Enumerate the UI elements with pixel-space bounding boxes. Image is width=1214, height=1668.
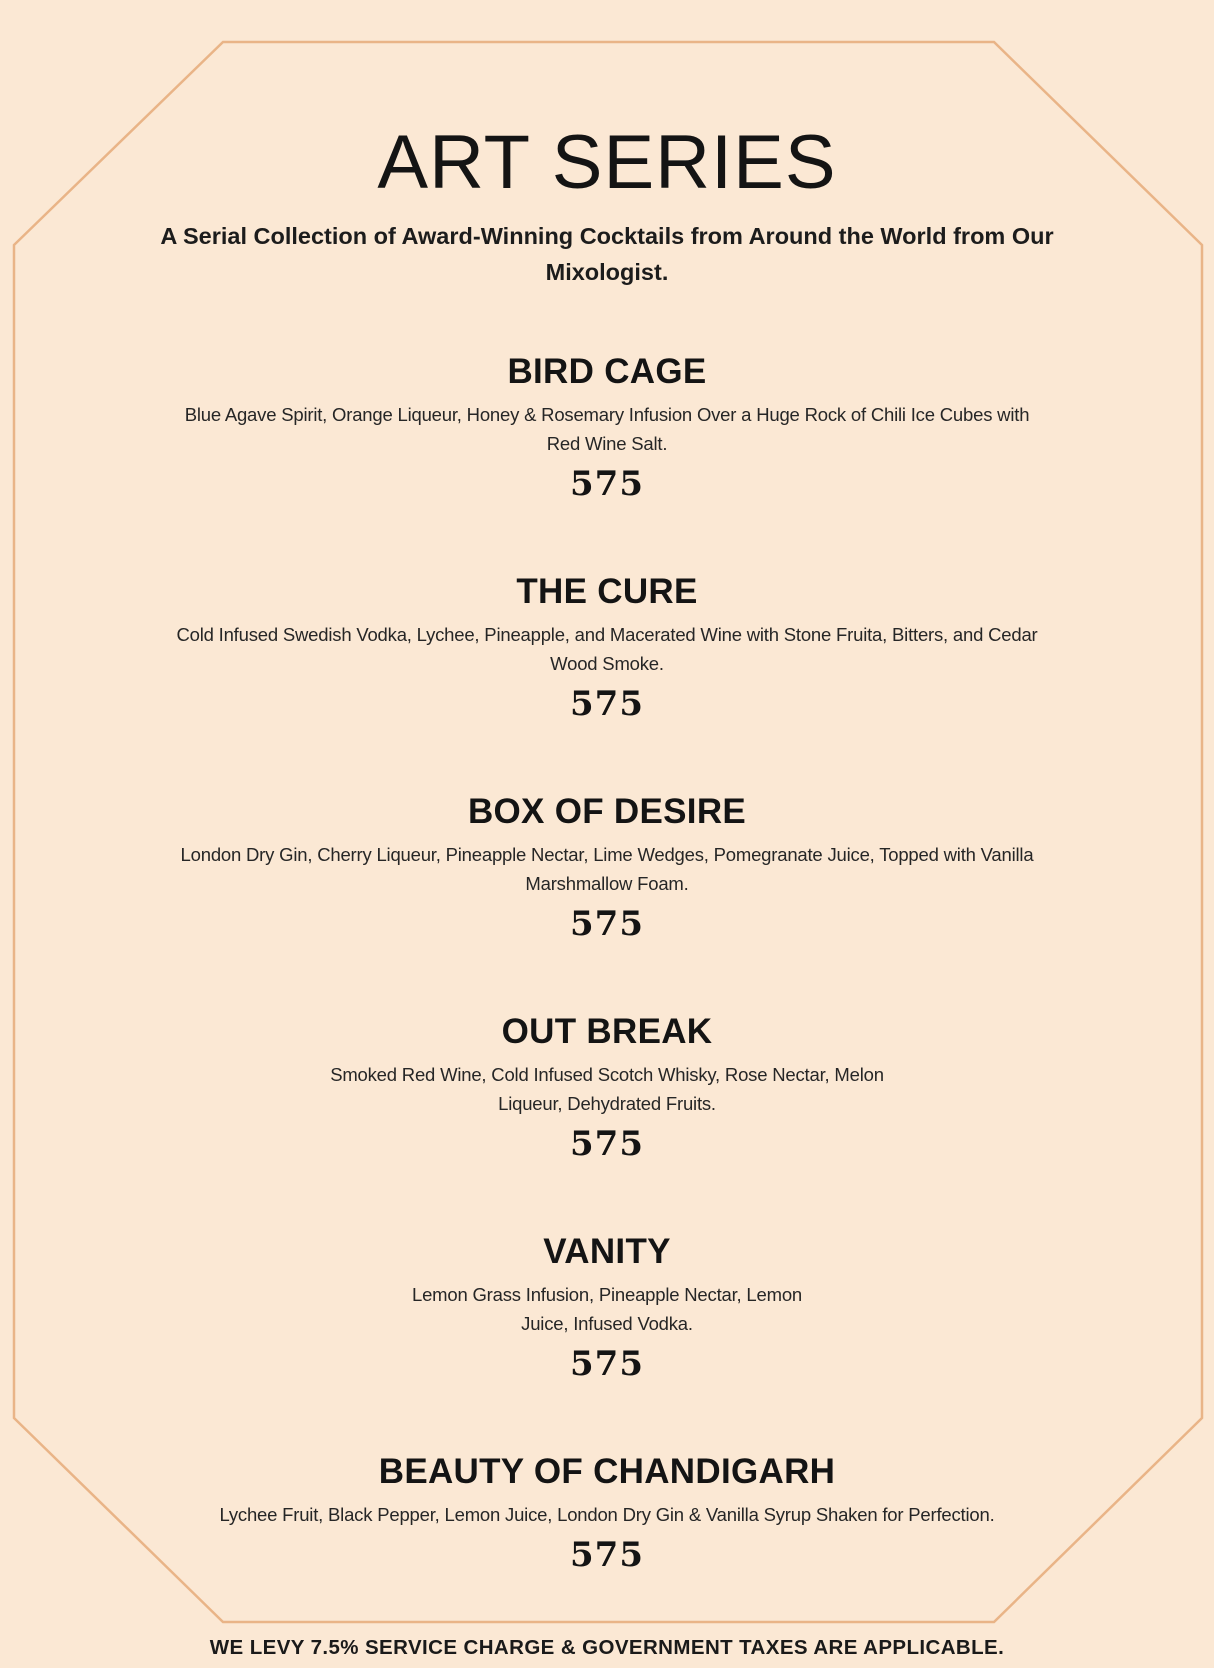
- item-description: Smoked Red Wine, Cold Infused Scotch Whisky, Rose Nectar, Melon Liqueur, Dehydrated Fruits.: [330, 1064, 884, 1114]
- item-name: BEAUTY OF CHANDIGARH: [378, 1452, 836, 1491]
- menu-item: [0, 1230, 1214, 1384]
- menu-item: [0, 1010, 1214, 1164]
- item-price: 575: [570, 464, 644, 504]
- item-price: 575: [570, 1535, 644, 1575]
- menu-item: [0, 570, 1214, 724]
- item-name: THE CURE: [516, 572, 698, 611]
- item-price: 575: [570, 684, 644, 724]
- menu-subtitle: A Serial Collection of Award-Winning Cocktails from Around the World from Our Mixologist.: [160, 223, 1054, 285]
- menu-item: [0, 1450, 1214, 1575]
- item-price: 575: [570, 904, 644, 944]
- item-description: Lychee Fruit, Black Pepper, Lemon Juice, London Dry Gin & Vanilla Syrup Shaken for Perfection.: [219, 1504, 995, 1525]
- service-charge-note: WE LEVY 7.5% SERVICE CHARGE & GOVERNMENT TAXES ARE APPLICABLE.: [209, 1636, 1005, 1659]
- item-description: Blue Agave Spirit, Orange Liqueur, Honey & Rosemary Infusion Over a Huge Rock of Chili Ice Cubes with Red Wine Salt.: [184, 404, 1030, 454]
- item-name: BIRD CAGE: [507, 352, 707, 391]
- item-name: OUT BREAK: [501, 1012, 713, 1051]
- item-description: Cold Infused Swedish Vodka, Lychee, Pineapple, and Macerated Wine with Stone Fruita, Bitters, and Cedar Wood Smoke.: [176, 624, 1038, 674]
- item-price: 575: [570, 1344, 644, 1384]
- item-description: London Dry Gin, Cherry Liqueur, Pineapple Nectar, Lime Wedges, Pomegranate Juice, Topped with Vanilla Marshmallow Foam.: [180, 844, 1034, 894]
- menu-title: ART SERIES: [377, 120, 837, 205]
- menu-item: [0, 790, 1214, 944]
- item-name: VANITY: [543, 1232, 671, 1271]
- item-price: 575: [570, 1124, 644, 1164]
- item-description: Lemon Grass Infusion, Pineapple Nectar, Lemon Juice, Infused Vodka.: [411, 1284, 802, 1334]
- item-name: BOX OF DESIRE: [467, 792, 747, 831]
- menu-item: [0, 350, 1214, 504]
